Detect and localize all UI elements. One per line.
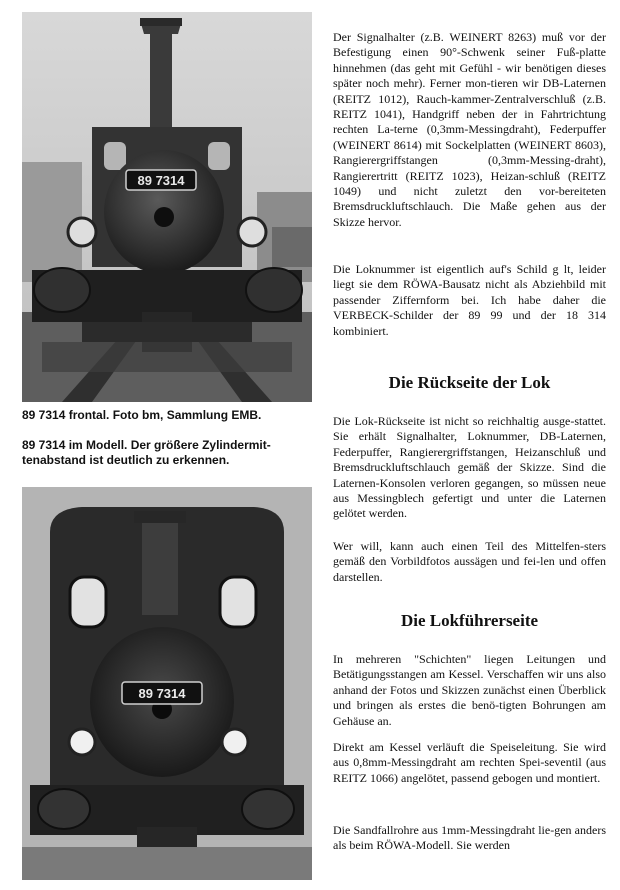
photo-caption-prototype: 89 7314 frontal. Foto bm, Sammlung EMB. [22, 408, 262, 422]
section-heading: Die Rückseite der Lok [388, 373, 551, 392]
section-heading: Die Lokführerseite [400, 611, 539, 630]
plate-number-bottom: 89 7314 [138, 686, 186, 701]
body-paragraph: In mehreren "Schichten" liegen Leitungen und Betätigungsstangen am Kessel. Verschaffen wir uns also anhand der Fotos und Skizzen zunächst einen Überblick und bringen als erstes die benö-tigten Bohrungen am Gehäuse an. [333, 652, 606, 728]
body-paragraph: Die Loknummer ist eigentlich auf's Schild g lt, leider liegt sie dem RÖWA-Bausatz nicht als Abziehbild mit passender Ziffernform bei. Ich habe daher die VERBECK-Schilder der 89 99 und der 18 314 kombiniert. [333, 262, 606, 338]
locomotive-model-photo [22, 487, 312, 880]
body-paragraph: Die Sandfallrohre aus 1mm-Messingdraht lie-gen anders als beim RÖWA-Modell. Sie werden [333, 823, 606, 853]
body-paragraph: Der Signalhalter (z.B. WEINERT 8263) muß vor der Befestigung einen 90°-Schwenk seiner Fuß-platte hinnehmen (das geht mit Gefühl - wir benötigen dieses später noch mehr). Ferner mon-tieren wir DB-Laternen (REITZ 1012), Rauch-kammer-Zentralverschluß (z.B. REITZ 1041), Handgriff neben der in Fahrtrichtung rechten La-terne (0,3mm-Messingdraht), Federpuffer (WEINERT 8614) mit Sockelplatten (WEINERT 8603), Rangierergriffstangen (0,3mm-Messing-draht), Rangierertritt (REITZ 1023), Heizan-schluß (REITZ 1049) und nicht zuletzt den vor-bereiteten Bremsdruckluftschlauch. Die Maße gehen aus der Skizze hervor. [333, 30, 606, 229]
plate-number-top: 89 7314 [137, 173, 185, 188]
body-paragraph: Die Lok-Rückseite ist nicht so reichhaltig ausge-stattet. Sie erhält Signalhalter, Loknummer, DB-Laternen, Federpuffer, Rangierergriffstangen, Heizanschluß und Bremsdruckluftschlauch gemäß der Skizze. Sind die Laternen-Konsolen verloren gegangen, so müssen neue aus Messingblech gefertigt und unter die Laternen gelötet werden. [333, 414, 606, 521]
locomotive-prototype-photo [22, 12, 312, 402]
photo-caption-model: 89 7314 im Modell. Der größere Zylindermit-tenabstand ist deutlich zu erkennen. [22, 438, 271, 467]
body-paragraph: Direkt am Kessel verläuft die Speiseleitung. Sie wird aus 0,8mm-Messingdraht am rechten Spei-seventil (aus REITZ 1066) angelötet, passend gebogen und montiert. [333, 740, 606, 785]
body-paragraph: Wer will, kann auch einen Teil des Mittelfen-sters gemäß den Vorbildfotos aussägen und fei-len und offen darstellen. [333, 539, 606, 584]
